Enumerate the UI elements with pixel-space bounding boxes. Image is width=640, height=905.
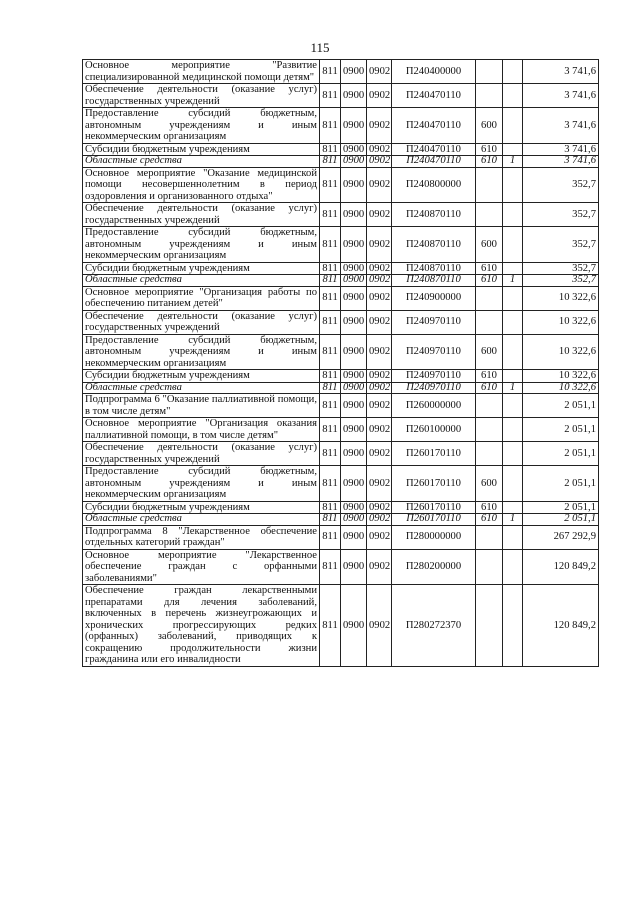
ministry-code: 811: [320, 275, 341, 287]
table-row: [83, 60, 599, 84]
subsection-code: 0902: [367, 167, 392, 203]
row-name: Основное мероприятие "Организация работы по обеспечению питанием детей": [83, 286, 320, 310]
funding-source-code: 1: [503, 156, 523, 168]
section-code: 0900: [341, 156, 367, 168]
section-code: 0900: [341, 286, 367, 310]
amount-value: 120 849,2: [523, 585, 599, 667]
table-row: [83, 227, 599, 263]
ministry-code: 811: [320, 108, 341, 144]
section-code: 0900: [341, 382, 367, 394]
row-name: Областные средства: [83, 275, 320, 287]
target-article-code: П260000000: [392, 394, 476, 418]
row-name: Субсидии бюджетным учреждениям: [83, 143, 320, 156]
amount-value: 352,7: [523, 227, 599, 263]
amount-value: 352,7: [523, 275, 599, 287]
subsection-code: 0902: [367, 227, 392, 263]
subsection-code: 0902: [367, 394, 392, 418]
ministry-code: 811: [320, 262, 341, 275]
row-name: Областные средства: [83, 156, 320, 168]
funding-source-code: [503, 286, 523, 310]
target-article-code: П240970110: [392, 370, 476, 383]
table-row: [83, 108, 599, 144]
target-article-code: П240470110: [392, 108, 476, 144]
target-article-code: П280272370: [392, 585, 476, 667]
table-row: [83, 394, 599, 418]
target-article-code: П260170110: [392, 501, 476, 514]
funding-source-code: [503, 167, 523, 203]
subsection-code: 0902: [367, 262, 392, 275]
expense-type-code: [476, 60, 503, 84]
subsection-code: 0902: [367, 466, 392, 502]
ministry-code: 811: [320, 84, 341, 108]
target-article-code: П240470110: [392, 143, 476, 156]
row-name: Предоставление субсидий бюджетным, автономным учреждениям и иным некоммерческим организациям: [83, 227, 320, 263]
section-code: 0900: [341, 203, 367, 227]
target-article-code: П280200000: [392, 549, 476, 585]
section-code: 0900: [341, 334, 367, 370]
table-row: [83, 442, 599, 466]
subsection-code: 0902: [367, 334, 392, 370]
expense-type-code: [476, 394, 503, 418]
amount-value: 2 051,1: [523, 514, 599, 526]
subsection-code: 0902: [367, 310, 392, 334]
ministry-code: 811: [320, 549, 341, 585]
ministry-code: 811: [320, 143, 341, 156]
row-name: Предоставление субсидий бюджетным, автономным учреждениям и иным некоммерческим организациям: [83, 334, 320, 370]
subsection-code: 0902: [367, 275, 392, 287]
expense-type-code: 610: [476, 143, 503, 156]
amount-value: 120 849,2: [523, 549, 599, 585]
subsection-code: 0902: [367, 514, 392, 526]
target-article-code: П260100000: [392, 418, 476, 442]
subsection-code: 0902: [367, 84, 392, 108]
funding-source-code: [503, 108, 523, 144]
subsection-code: 0902: [367, 108, 392, 144]
subsection-code: 0902: [367, 156, 392, 168]
expense-type-code: 610: [476, 275, 503, 287]
row-name: Обеспечение деятельности (оказание услуг) государственных учреждений: [83, 203, 320, 227]
ministry-code: 811: [320, 310, 341, 334]
section-code: 0900: [341, 525, 367, 549]
target-article-code: П240900000: [392, 286, 476, 310]
section-code: 0900: [341, 394, 367, 418]
table-row: [83, 525, 599, 549]
row-name: Областные средства: [83, 514, 320, 526]
row-name: Основное мероприятие "Организация оказания паллиативной помощи, в том числе детям": [83, 418, 320, 442]
amount-value: 267 292,9: [523, 525, 599, 549]
amount-value: 10 322,6: [523, 370, 599, 383]
section-code: 0900: [341, 514, 367, 526]
amount-value: 2 051,1: [523, 418, 599, 442]
table-row: [83, 84, 599, 108]
section-code: 0900: [341, 60, 367, 84]
subsection-code: 0902: [367, 525, 392, 549]
amount-value: 3 741,6: [523, 60, 599, 84]
amount-value: 10 322,6: [523, 310, 599, 334]
ministry-code: 811: [320, 525, 341, 549]
table-row: [83, 167, 599, 203]
row-name: Предоставление субсидий бюджетным, автономным учреждениям и иным некоммерческим организациям: [83, 466, 320, 502]
row-name: Обеспечение деятельности (оказание услуг) государственных учреждений: [83, 84, 320, 108]
ministry-code: 811: [320, 167, 341, 203]
expense-type-code: 610: [476, 262, 503, 275]
amount-value: 2 051,1: [523, 501, 599, 514]
table-row: [83, 203, 599, 227]
amount-value: 352,7: [523, 167, 599, 203]
funding-source-code: [503, 585, 523, 667]
ministry-code: 811: [320, 585, 341, 667]
page-number: 115: [310, 40, 330, 55]
row-name: Подпрограмма 6 "Оказание паллиативной помощи, в том числе детям": [83, 394, 320, 418]
target-article-code: П240470110: [392, 84, 476, 108]
funding-source-code: [503, 262, 523, 275]
table-row: [83, 286, 599, 310]
table-row: [83, 262, 599, 275]
funding-source-code: [503, 227, 523, 263]
section-code: 0900: [341, 262, 367, 275]
funding-source-code: 1: [503, 382, 523, 394]
subsection-code: 0902: [367, 370, 392, 383]
subsection-code: 0902: [367, 203, 392, 227]
expense-type-code: 600: [476, 227, 503, 263]
amount-value: 352,7: [523, 203, 599, 227]
funding-source-code: [503, 501, 523, 514]
funding-source-code: [503, 370, 523, 383]
funding-source-code: [503, 143, 523, 156]
table-row: [83, 275, 599, 287]
section-code: 0900: [341, 549, 367, 585]
amount-value: 3 741,6: [523, 84, 599, 108]
amount-value: 10 322,6: [523, 334, 599, 370]
amount-value: 352,7: [523, 262, 599, 275]
target-article-code: П260170110: [392, 442, 476, 466]
funding-source-code: [503, 203, 523, 227]
section-code: 0900: [341, 501, 367, 514]
row-name: Предоставление субсидий бюджетным, автономным учреждениям и иным некоммерческим организациям: [83, 108, 320, 144]
subsection-code: 0902: [367, 143, 392, 156]
target-article-code: П240870110: [392, 227, 476, 263]
funding-source-code: [503, 310, 523, 334]
expense-type-code: [476, 203, 503, 227]
target-article-code: П240470110: [392, 156, 476, 168]
ministry-code: 811: [320, 442, 341, 466]
subsection-code: 0902: [367, 585, 392, 667]
subsection-code: 0902: [367, 501, 392, 514]
ministry-code: 811: [320, 203, 341, 227]
ministry-code: 811: [320, 501, 341, 514]
amount-value: 3 741,6: [523, 108, 599, 144]
row-name: Обеспечение деятельности (оказание услуг) государственных учреждений: [83, 442, 320, 466]
row-name: Обеспечение граждан лекарственными препаратами для лечения заболеваний, включенных в перечень жизнеугрожающих и хронических прогрессирующих редких (орфанных) заболеваний, приводящих к сокращению продолжительности жизни гражданина или его инвалидности: [83, 585, 320, 667]
table-row: [83, 334, 599, 370]
funding-source-code: [503, 442, 523, 466]
section-code: 0900: [341, 227, 367, 263]
section-code: 0900: [341, 466, 367, 502]
funding-source-code: [503, 466, 523, 502]
table-row: [83, 501, 599, 514]
expense-type-code: [476, 549, 503, 585]
row-name: Обеспечение деятельности (оказание услуг) государственных учреждений: [83, 310, 320, 334]
target-article-code: П240970110: [392, 382, 476, 394]
target-article-code: П260170110: [392, 466, 476, 502]
target-article-code: П240970110: [392, 334, 476, 370]
ministry-code: 811: [320, 382, 341, 394]
expense-type-code: [476, 84, 503, 108]
row-name: Основное мероприятие "Оказание медицинской помощи несовершеннолетним в период оздоровления и организованного отдыха": [83, 167, 320, 203]
row-name: Основное мероприятие "Развитие специализированной медицинской помощи детям": [83, 60, 320, 84]
amount-value: 3 741,6: [523, 143, 599, 156]
table-row: [83, 382, 599, 394]
subsection-code: 0902: [367, 382, 392, 394]
ministry-code: 811: [320, 514, 341, 526]
target-article-code: П240870110: [392, 275, 476, 287]
row-name: Субсидии бюджетным учреждениям: [83, 262, 320, 275]
amount-value: 3 741,6: [523, 156, 599, 168]
subsection-code: 0902: [367, 442, 392, 466]
subsection-code: 0902: [367, 60, 392, 84]
expense-type-code: [476, 585, 503, 667]
expense-type-code: [476, 286, 503, 310]
section-code: 0900: [341, 143, 367, 156]
target-article-code: П240800000: [392, 167, 476, 203]
section-code: 0900: [341, 370, 367, 383]
row-name: Областные средства: [83, 382, 320, 394]
row-name: Субсидии бюджетным учреждениям: [83, 370, 320, 383]
subsection-code: 0902: [367, 549, 392, 585]
funding-source-code: [503, 334, 523, 370]
section-code: 0900: [341, 84, 367, 108]
table-row: [83, 585, 599, 667]
expense-type-code: [476, 310, 503, 334]
funding-source-code: [503, 84, 523, 108]
ministry-code: 811: [320, 60, 341, 84]
section-code: 0900: [341, 275, 367, 287]
funding-source-code: [503, 525, 523, 549]
table-row: [83, 418, 599, 442]
expense-type-code: 610: [476, 156, 503, 168]
funding-source-code: [503, 418, 523, 442]
expense-type-code: 610: [476, 382, 503, 394]
expense-type-code: 600: [476, 334, 503, 370]
expense-type-code: [476, 442, 503, 466]
row-name: Субсидии бюджетным учреждениям: [83, 501, 320, 514]
funding-source-code: [503, 60, 523, 84]
section-code: 0900: [341, 442, 367, 466]
section-code: 0900: [341, 310, 367, 334]
expense-type-code: 610: [476, 370, 503, 383]
target-article-code: П240970110: [392, 310, 476, 334]
ministry-code: 811: [320, 227, 341, 263]
ministry-code: 811: [320, 334, 341, 370]
section-code: 0900: [341, 585, 367, 667]
table-row: [83, 370, 599, 383]
target-article-code: П260170110: [392, 514, 476, 526]
table-row: [83, 143, 599, 156]
funding-source-code: [503, 549, 523, 585]
section-code: 0900: [341, 108, 367, 144]
target-article-code: П240400000: [392, 60, 476, 84]
section-code: 0900: [341, 418, 367, 442]
ministry-code: 811: [320, 394, 341, 418]
ministry-code: 811: [320, 418, 341, 442]
row-name: Подпрограмма 8 "Лекарственное обеспечение отдельных категорий граждан": [83, 525, 320, 549]
amount-value: 10 322,6: [523, 382, 599, 394]
amount-value: 10 322,6: [523, 286, 599, 310]
ministry-code: 811: [320, 286, 341, 310]
funding-source-code: 1: [503, 275, 523, 287]
ministry-code: 811: [320, 370, 341, 383]
section-code: 0900: [341, 167, 367, 203]
ministry-code: 811: [320, 466, 341, 502]
table-row: [83, 466, 599, 502]
funding-source-code: 1: [503, 514, 523, 526]
expense-type-code: [476, 525, 503, 549]
budget-table: [82, 59, 599, 667]
expense-type-code: 610: [476, 501, 503, 514]
subsection-code: 0902: [367, 286, 392, 310]
table-row: [83, 549, 599, 585]
table-row: [83, 156, 599, 168]
target-article-code: П240870110: [392, 203, 476, 227]
expense-type-code: 600: [476, 466, 503, 502]
amount-value: 2 051,1: [523, 394, 599, 418]
funding-source-code: [503, 394, 523, 418]
amount-value: 2 051,1: [523, 442, 599, 466]
table-row: [83, 514, 599, 526]
target-article-code: П240870110: [392, 262, 476, 275]
amount-value: 2 051,1: [523, 466, 599, 502]
row-name: Основное мероприятие "Лекарственное обеспечение граждан с орфанными заболеваниями": [83, 549, 320, 585]
table-body: [83, 60, 599, 667]
target-article-code: П280000000: [392, 525, 476, 549]
expense-type-code: 600: [476, 108, 503, 144]
expense-type-code: 610: [476, 514, 503, 526]
expense-type-code: [476, 418, 503, 442]
expense-type-code: [476, 167, 503, 203]
table-row: [83, 310, 599, 334]
subsection-code: 0902: [367, 418, 392, 442]
ministry-code: 811: [320, 156, 341, 168]
